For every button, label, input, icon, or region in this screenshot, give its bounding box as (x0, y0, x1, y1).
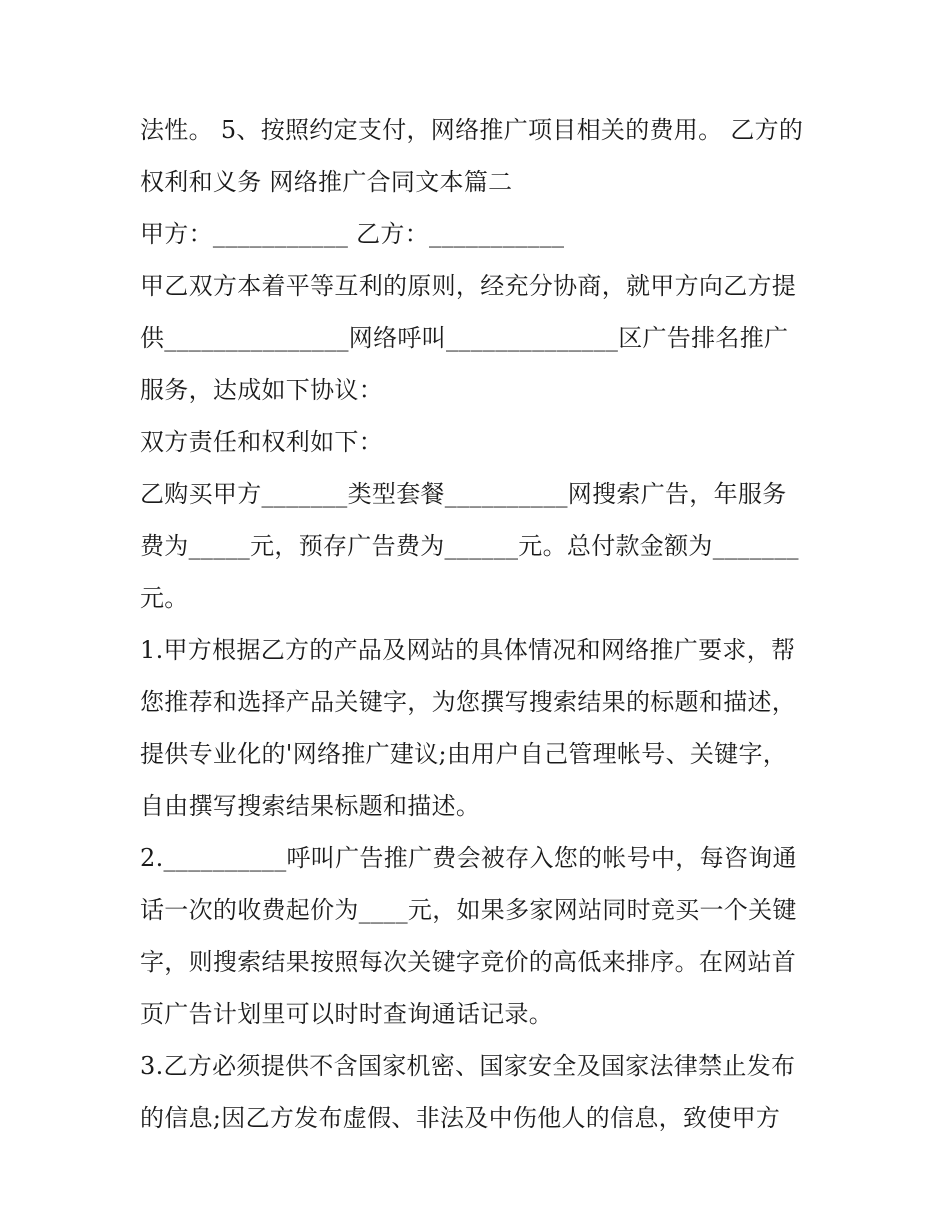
text-line: 页广告计划里可以时时查询通话记录。 (140, 1000, 554, 1028)
text-line: 话一次的收费起价为____元，如果多家网站同时竞买一个关键 (140, 896, 797, 924)
text-line: 3.乙方必须提供不含国家机密、国家安全及国家法律禁止发布 (140, 1052, 796, 1080)
text-line: 服务，达成如下协议： (140, 376, 383, 404)
text-line: 双方责任和权利如下： (140, 428, 383, 456)
text-line: 自由撰写搜索结果标题和描述。 (140, 792, 481, 820)
text-line: 费为_____元，预存广告费为______元。总付款金额为_______ (140, 532, 799, 560)
text-line: 甲乙双方本着平等互利的原则，经充分协商，就甲方向乙方提 (140, 272, 797, 300)
text-line: 甲方：___________ 乙方：___________ (140, 220, 565, 248)
text-line: 乙购买甲方_______类型套餐__________网搜索广告，年服务 (140, 480, 787, 508)
text-line: 提供专业化的'网络推广建议;由用户自己管理帐号、关键字， (140, 740, 788, 768)
text-line: 2.__________呼叫广告推广费会被存入您的帐号中，每咨询通 (140, 844, 797, 872)
text-line: 字，则搜索结果按照每次关键字竞价的高低来排序。在网站首 (140, 948, 797, 976)
contract-text (140, 104, 820, 1144)
text-line: 的信息;因乙方发布虚假、非法及中伤他人的信息，致使甲方 (140, 1104, 781, 1132)
text-line: 供_______________网络呼叫______________区广告排名推广 (140, 324, 789, 352)
text-line: 权利和义务 网络推广合同文本篇二 (140, 168, 513, 196)
text-line: 元。 (140, 584, 189, 612)
text-line: 您推荐和选择产品关键字，为您撰写搜索结果的标题和描述， (140, 688, 797, 716)
text-line: 法性。 5、按照约定支付，网络推广项目相关的费用。 乙方的 (140, 116, 804, 144)
text-line: 1.甲方根据乙方的产品及网站的具体情况和网络推广要求，帮 (140, 636, 796, 664)
